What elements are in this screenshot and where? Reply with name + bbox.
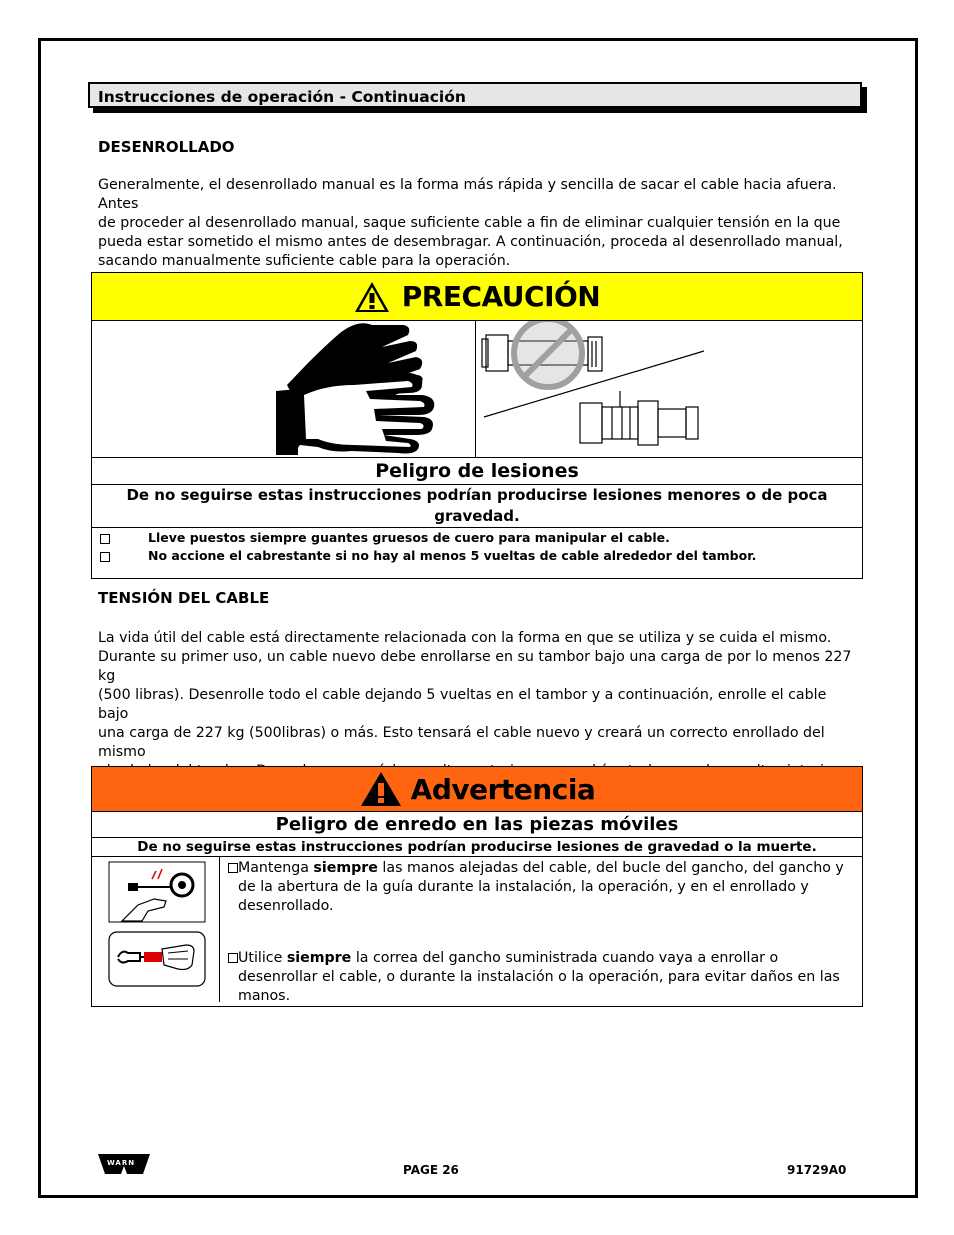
hook-strap-icon bbox=[108, 931, 206, 987]
desenrollado-line: de proceder al desenrollado manual, saque suficiente cable a fin de eliminar cualquier tensión en la que bbox=[98, 215, 841, 231]
checkbox-bullet-icon bbox=[228, 953, 238, 963]
tension-line: La vida útil del cable está directamente relacionada con la forma en que se utiliza y se cuida el mismo. bbox=[98, 630, 832, 646]
warn-logo bbox=[97, 1152, 151, 1176]
caution-image-row bbox=[92, 321, 862, 458]
warning-consequence: De no seguirse estas instrucciones podrían producirse lesiones de gravedad o la muerte. bbox=[92, 838, 862, 857]
tension-line: Durante su primer uso, un cable nuevo debe enrollarse en su tambor bajo una carga de por lo menos 227 kg bbox=[98, 649, 852, 684]
section-header: Instrucciones de operación - Continuación bbox=[88, 82, 862, 108]
caution-bullet-text: No accione el cabrestante si no hay al menos 5 vueltas de cable alrededor del tambor. bbox=[148, 548, 757, 563]
warning-triangle-icon bbox=[359, 770, 403, 808]
desenrollado-line: Generalmente, el desenrollado manual es la forma más rápida y sencilla de sacar el cable hacia afuera. Antes bbox=[98, 177, 837, 212]
tension-line: una carga de 227 kg (500libras) o más. Esto tensará el cable nuevo y creará un correcto enrollado del mismo bbox=[98, 725, 825, 760]
document-code: 91729A0 bbox=[787, 1163, 847, 1177]
desenrollado-line: sacando manualmente suficiente cable para la operación. bbox=[98, 253, 511, 269]
list-item bbox=[92, 548, 862, 566]
list-item bbox=[92, 530, 862, 548]
warning-icons-cell bbox=[92, 857, 220, 1002]
caution-bullet-list bbox=[92, 528, 862, 578]
caution-consequence: De no seguirse estas instrucciones podrían producirse lesiones menores o de poca gravedad. bbox=[92, 485, 862, 528]
caution-signal-word: PRECAUCIÓN bbox=[401, 280, 601, 313]
winch-diagram-icon bbox=[476, 321, 864, 457]
caution-box bbox=[91, 272, 863, 579]
warning-header bbox=[92, 767, 862, 812]
caution-hazard-title: Peligro de lesiones bbox=[92, 458, 862, 485]
checkbox-bullet-icon bbox=[100, 552, 110, 562]
warning-text-cell bbox=[220, 857, 862, 1006]
caution-header bbox=[92, 273, 862, 321]
list-item bbox=[220, 949, 854, 1006]
warning-signal-word: Advertencia bbox=[410, 772, 596, 806]
desenrollado-heading: DESENROLLADO bbox=[98, 138, 235, 156]
warning-box bbox=[91, 766, 863, 1007]
winch-image-cell bbox=[476, 321, 864, 457]
tension-heading: TENSIÓN DEL CABLE bbox=[98, 589, 270, 607]
warning-hazard-title: Peligro de enredo en las piezas móviles bbox=[92, 812, 862, 838]
caution-bullet-text: Lleve puestos siempre guantes gruesos de cuero para manipular el cable. bbox=[148, 530, 670, 545]
checkbox-bullet-icon bbox=[228, 863, 238, 873]
warning-bullet-text: Mantenga siempre las manos alejadas del cable, del bucle del gancho, del gancho y de la abertura de la guía durante la instalación, la operación, y en el enrollado y desenrollado. bbox=[238, 860, 844, 914]
hand-entanglement-icon bbox=[108, 861, 206, 923]
list-item bbox=[220, 859, 854, 916]
page-number: PAGE 26 bbox=[403, 1163, 459, 1177]
tension-line: (500 libras). Desenrolle todo el cable dejando 5 vueltas en el tambor y a continuación, enrolle el cable bajo bbox=[98, 687, 827, 722]
warning-triangle-icon bbox=[354, 281, 390, 313]
desenrollado-line: pueda estar sometido el mismo antes de desembragar. A continuación, proceda al desenrollado manual, bbox=[98, 234, 843, 250]
warning-bullet-text: Utilice siempre la correa del gancho suministrada cuando vaya a enrollar o desenrollar el cable, o durante la instalación o la operación, para evitar daños en las manos. bbox=[238, 950, 840, 1004]
gloves-icon bbox=[92, 321, 475, 457]
checkbox-bullet-icon bbox=[100, 534, 110, 544]
desenrollado-paragraph bbox=[98, 176, 860, 271]
warn-logo-text: WARN bbox=[107, 1159, 136, 1167]
warning-content-row bbox=[92, 857, 862, 1006]
gloves-image-cell bbox=[92, 321, 476, 457]
